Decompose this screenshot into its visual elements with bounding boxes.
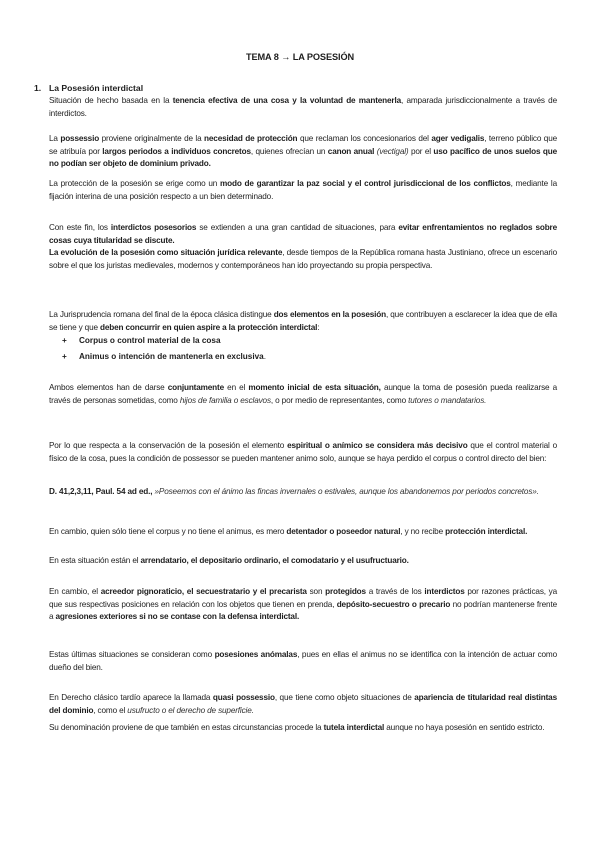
paragraph-elements: La Jurisprudencia romana del final de la época clásica distingue dos elementos en la posesión, que contribuyen a esclarecer la idea que de ella se tiene y que deben concurrir en quien aspire a la protección interdictal: xyxy=(49,310,557,332)
paragraph-situation: En esta situación están el arrendatario, el depositario ordinario, el comodatario y el usufructuario. xyxy=(49,556,409,565)
section-number: 1. xyxy=(34,83,42,93)
paragraph-detentor: En cambio, quien sólo tiene el corpus y no tiene el animus, es mero detentador o poseedor natural, y no recibe protección interdictal. xyxy=(49,527,528,536)
paragraph-protection: La protección de la posesión se erige como un modo de garantizar la paz social y el control jurisdiccional de los conflictos, mediante la fijación interina de una posición respecto a un bien determinado. xyxy=(49,179,557,201)
paragraph-anomalous: Estas últimas situaciones se consideran como posesiones anómalas, pues en ellas el animus no se identifica con la intención de actuar como dueño del bien. xyxy=(49,650,557,672)
list-item: + Animus o intención de mantenerla en exclusiva. xyxy=(62,351,266,364)
paragraph-protected: En cambio, el acreedor pignoraticio, el secuestratario y el precarista son protegidos a través de los interdictos por razones prácticas, ya que sus respectivas posiciones en relación con los objetos que tienen en prenda, depósito-secuestro o precario no podrían mantenerse frente a agresiones exteriores si no se contase con la defensa interdictal. xyxy=(49,587,557,622)
paragraph-evolution: La evolución de la posesión como situación jurídica relevante, desde tiempos de la República romana hasta Justiniano, ofrece un escenario sobre el que los juristas medievales, modernos y contemporáneos han ido proyectando su propia perspectiva. xyxy=(49,248,557,270)
paragraph-citation: D. 41,2,3,11, Paul. 54 ad ed., »Poseemos con el ánimo las fincas invernales o estivales, aunque los abandonemos por periodos concretos». xyxy=(49,487,539,496)
list-item: + Corpus o control material de la cosa xyxy=(62,335,221,348)
paragraph-jointly: Ambos elementos han de darse conjuntamente en el momento inicial de esta situación, aunque la toma de posesión pueda realizarse a través de personas sometidas, como hijos de familia o esclavos, o por medio de representantes, como tutores o mandatarios. xyxy=(49,383,557,405)
paragraph-interdicts: Con este fin, los interdictos posesorios se extienden a una gran cantidad de situaciones, para evitar enfrentamientos no reglados sobre cosas cuya titularidad se discute. xyxy=(49,223,557,245)
paragraph-denomination: Su denominación proviene de que también en estas circunstancias procede la tutela interdictal aunque no haya posesión en sentido estricto. xyxy=(49,723,545,732)
section-heading: La Posesión interdictal xyxy=(49,83,144,93)
paragraph-origin: La possessio proviene originalmente de la necesidad de protección que reclaman los concesionarios del ager vedigalis, terreno público que se atribuía por largos periodos a individuos concretos, quienes ofrecían un canon anual (vectigal) por el uso pacífico de unos suelos que no podían ser objeto de dominium privado. xyxy=(49,134,558,169)
page-title: TEMA 8 → LA POSESIÓN xyxy=(245,52,355,62)
paragraph-quasi-possessio: En Derecho clásico tardío aparece la llamada quasi possessio, que tiene como objeto situaciones de apariencia de titularidad real distintas del dominio, como el usufructo o el derecho de superficie. xyxy=(49,693,557,715)
bullet-plus-icon: + xyxy=(62,336,67,345)
paragraph-conservation: Por lo que respecta a la conservación de la posesión el elemento espiritual o anímico se considera más decisivo que el control material o físico de la cosa, pues la condición de possessor se pueden mantener animo solo, aunque se haya perdido el corpus o control directo del bien: xyxy=(49,441,557,463)
bullet-plus-icon: + xyxy=(62,352,67,361)
paragraph-definition: Situación de hecho basada en la tenencia efectiva de una cosa y la voluntad de mantenerla, amparada jurisdiccionalmente a través de interdictos. xyxy=(49,96,557,118)
